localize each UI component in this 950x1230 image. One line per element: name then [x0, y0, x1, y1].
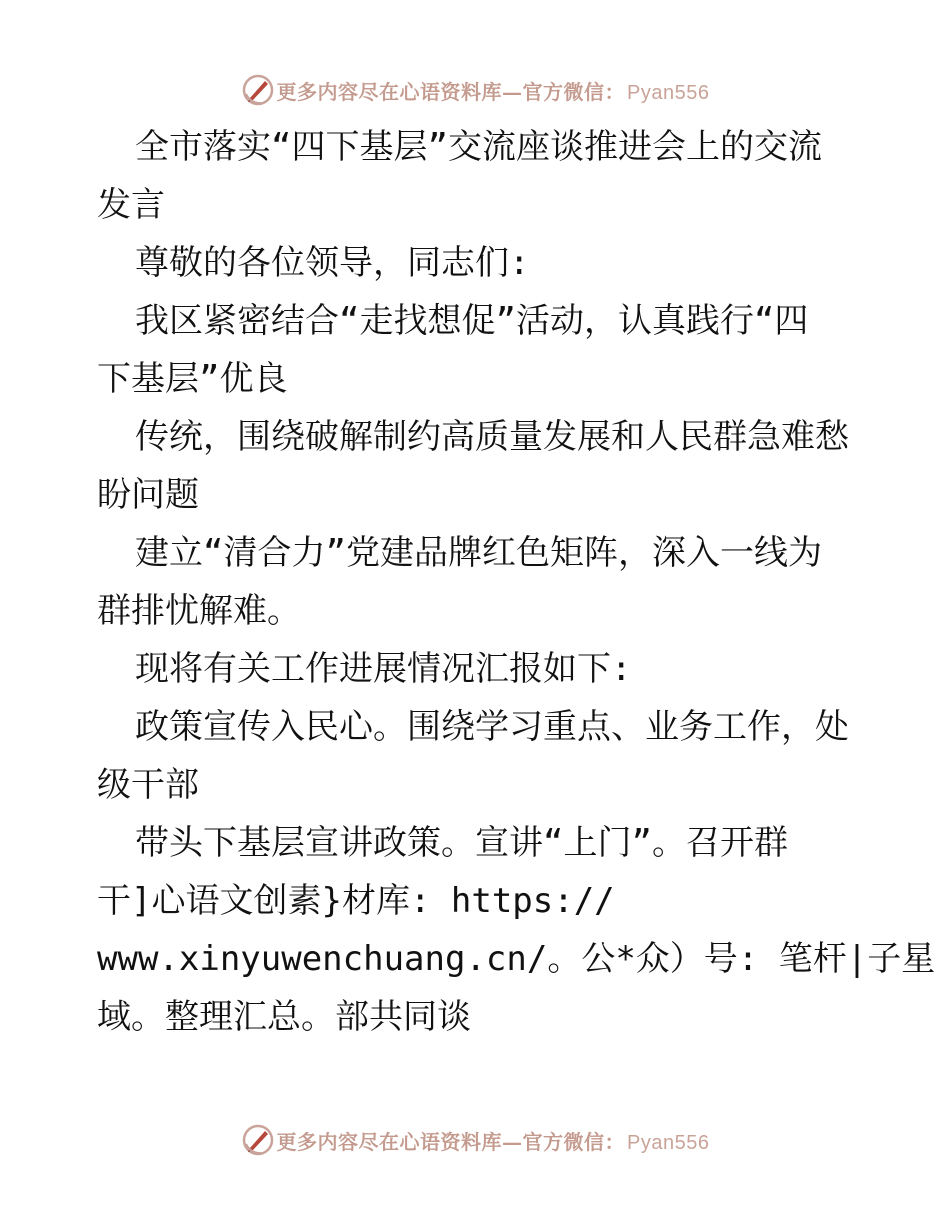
- doc-line: 干]心语文创素}材库: https://: [97, 881, 615, 921]
- quill-pen-logo-icon: [241, 73, 275, 107]
- doc-line: www.xinyuwenchuang.cn/。公*众）号: 笔杆|子星: [97, 939, 936, 979]
- doc-line: 发言: [97, 185, 165, 225]
- footer-watermark-banner: [0, 1120, 950, 1160]
- doc-line: 我区紧密结合“走找想促”活动，认真践行“四: [135, 301, 809, 341]
- doc-line: 尊敬的各位领导，同志们:: [135, 243, 530, 283]
- doc-line: 建立“清合力”党建品牌红色矩阵，深入一线为: [135, 533, 822, 573]
- quill-pen-logo-icon: [241, 1123, 275, 1157]
- doc-line: 群排忧解难。: [97, 591, 301, 631]
- doc-line: 现将有关工作进展情况汇报如下:: [135, 649, 632, 689]
- header-watermark-banner: [0, 70, 950, 110]
- doc-line: 全市落实“四下基层”交流座谈推进会上的交流: [135, 127, 822, 167]
- doc-line: 下基层”优良: [97, 359, 288, 399]
- doc-line: 域。整理汇总。部共同谈: [97, 997, 471, 1037]
- doc-line: 级干部: [97, 765, 199, 805]
- doc-line: 带头下基层宣讲政策。宣讲“上门”。召开群: [135, 823, 788, 863]
- doc-line: 政策宣传入民心。围绕学习重点、业务工作，处: [135, 707, 849, 747]
- doc-line: 盼问题: [97, 475, 199, 515]
- doc-line: 传统，围绕破解制约高质量发展和人民群急难愁: [135, 417, 849, 457]
- document-body: [97, 118, 936, 1046]
- header-watermark-text: 更多内容尽在心语资料库—官方微信： Pyan556: [276, 79, 710, 104]
- footer-watermark-text: 更多内容尽在心语资料库—官方微信： Pyan556: [276, 1129, 710, 1154]
